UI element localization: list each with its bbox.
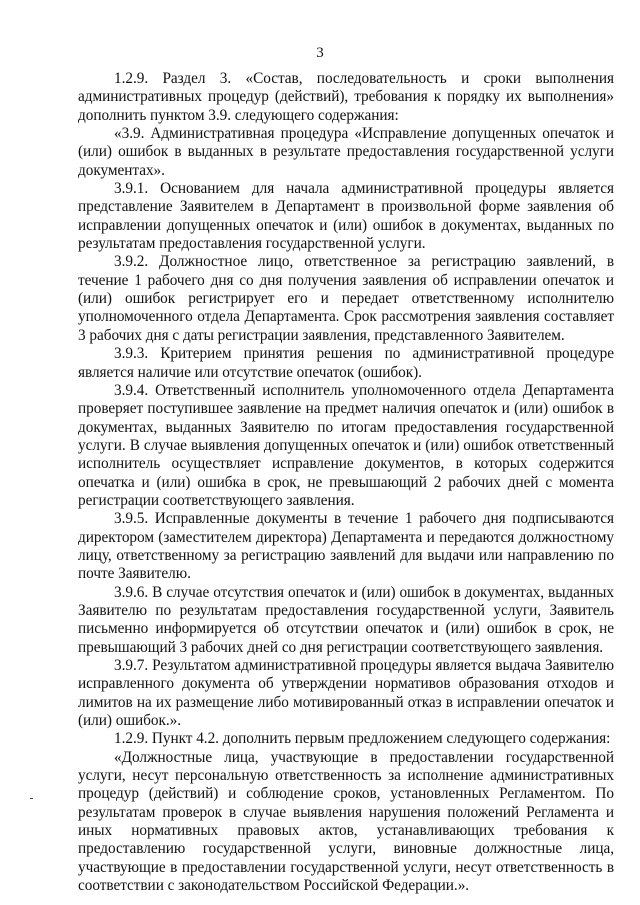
paragraph-3-9-6: 3.9.6. В случае отсутствия опечаток и (или) ошибок в документах, выданных Заявителю по результатам предоставления государственной услуги, Заявитель письменно информируется об отсутствии опечаток и (или) ошибок в срок, не превышающий 3 рабочих дней со дня регистрации соответствующего заявления. <box>78 583 614 656</box>
paragraph-3-9-7: 3.9.7. Результатом административной процедуры является выдача Заявителю исправленного документа об утверждении нормативов образования отходов и лимитов на их размещение либо мотивированный отказ в исправлении опечаток и (или) ошибок.». <box>78 657 614 730</box>
paragraph-3-9-2: 3.9.2. Должностное лицо, ответственное за регистрацию заявлений, в течение 1 рабочего дня со дня получения заявления об исправлении опечаток и (или) ошибок регистрирует его и передает ответственному исполнителю уполномоченного отдела Департамента. Срок рассмотрения заявления составляет 3 рабочих дня с даты регистрации заявления, представленного Заявителем. <box>78 253 614 344</box>
paragraph-3-9-4: 3.9.4. Ответственный исполнитель уполномоченного отдела Департамента проверяет поступившее заявление на предмет наличия опечаток и (или) ошибок в документах, выданных Заявителю по итогам предоставления государственной услуги. В случае выявления допущенных опечаток и (или) ошибок ответственный исполнитель осуществляет исправление документов, в которых содержится опечатка и (или) ошибка в срок, не превышающий 2 рабочих дней с момента регистрации соответствующего заявления. <box>78 381 614 509</box>
scan-margin-mark <box>30 798 33 799</box>
paragraph-1-2-9-section-3: 1.2.9. Раздел 3. «Состав, последовательность и сроки выполнения административных процедур (действий), требования к порядку их выполнения» дополнить пунктом 3.9. следующего содержания: <box>78 70 614 124</box>
page-number: 3 <box>316 45 324 61</box>
paragraph-1-2-9-point-4-2: 1.2.9. Пункт 4.2. дополнить первым предложением следующего содержания: <box>114 730 611 748</box>
paragraph-3-9-3: 3.9.3. Критерием принятия решения по административной процедуре является наличие или отсутствие опечаток (ошибок). <box>78 345 614 381</box>
paragraph-responsibility: «Должностные лица, участвующие в предоставлении государственной услуги, несут персональную ответственность за исполнение административных процедур (действий) и соблюдение сроков, установленных Регламентом. По результатам проверок в случае выявления нарушения положений Регламента и иных нормативных правовых актов, устанавливающих требования к предоставлению государственной услуги, виновные должностные лица, участвующие в предоставлении государственной услуги, несут ответственность в соответствии с законодательством Российской Федерации.». <box>78 748 614 895</box>
document-body <box>78 70 614 895</box>
paragraph-3-9-1: 3.9.1. Основанием для начала административной процедуры является представление Заявителем в Департамент в произвольной форме заявления об исправлении допущенных опечаток и (или) ошибок в документах, выданных по результатам предоставления государственной услуги. <box>78 180 614 253</box>
paragraph-3-9-title: «3.9. Административная процедура «Исправление допущенных опечаток и (или) ошибок в выданных в результате предоставления государственной услуги документах». <box>78 125 614 179</box>
paragraph-3-9-5: 3.9.5. Исправленные документы в течение 1 рабочего дня подписываются директором (заместителем директора) Департамента и передаются должностному лицу, ответственному за регистрацию заявлений для выдачи или направлению по почте Заявителю. <box>78 510 614 583</box>
